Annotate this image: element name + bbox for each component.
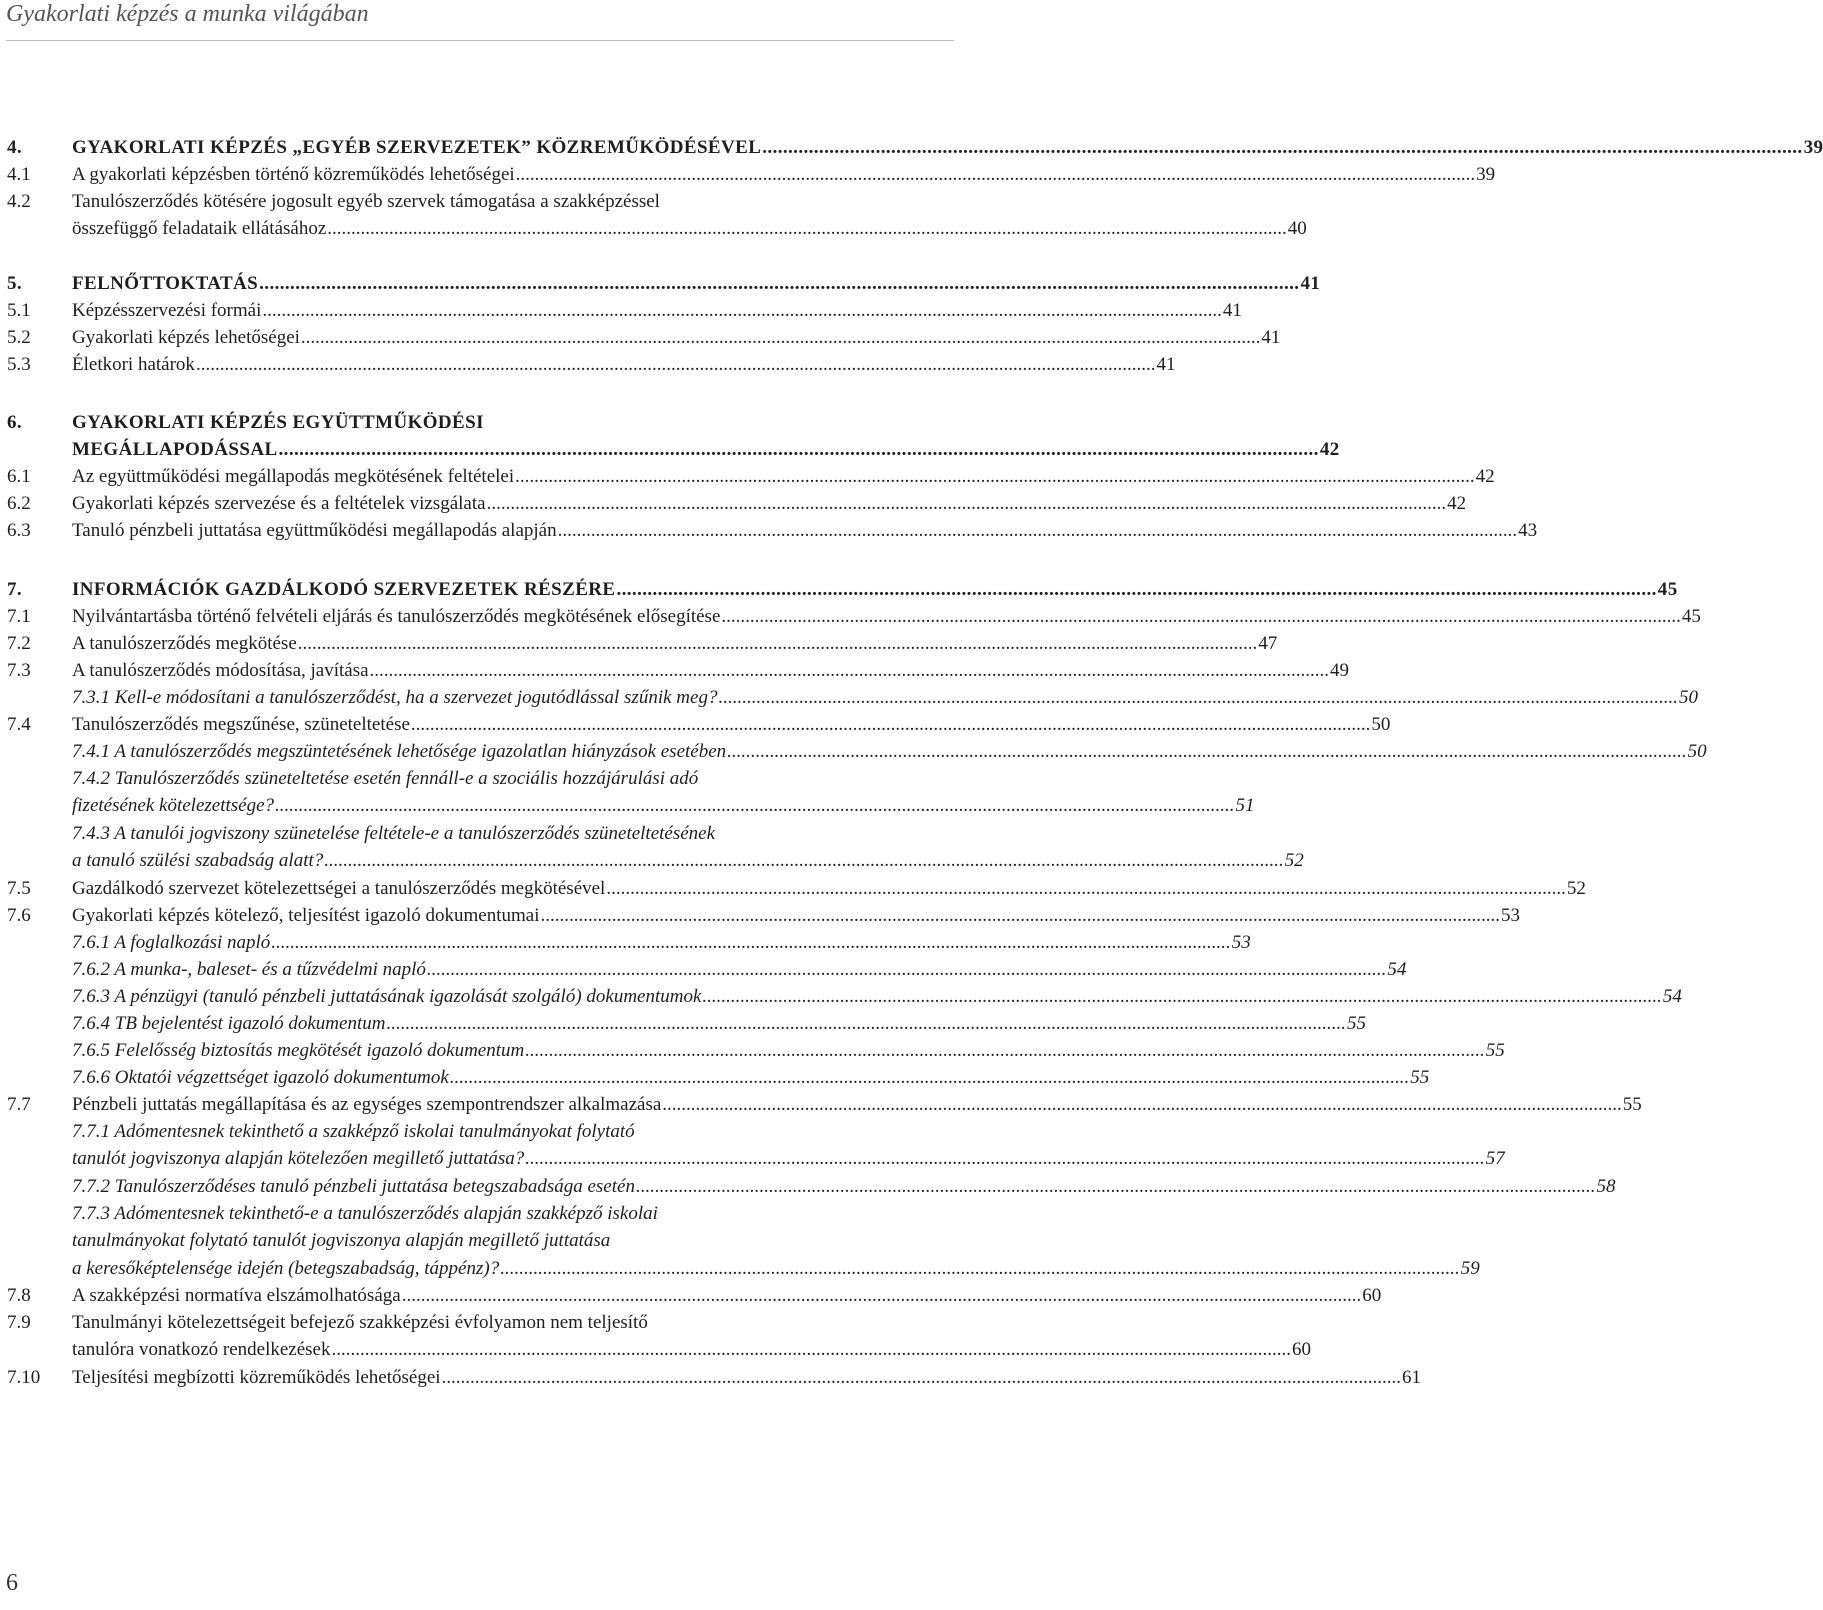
toc-entry-page: 59 xyxy=(1460,1257,1480,1279)
toc-entry-page: 42 xyxy=(1447,493,1467,514)
toc-entry-title: Gyakorlati képzés kötelező, teljesítést igazoló dokumentumai xyxy=(72,905,540,926)
toc-entry-title: Gyakorlati képzés lehetőségei xyxy=(72,327,300,348)
toc-entry-number: 7.3 xyxy=(7,660,31,681)
toc-entry-title: A szakképzési normatíva elszámolhatósága xyxy=(72,1285,401,1306)
dot-leader: .......................................................................................................................................................................................................... xyxy=(386,1013,1346,1034)
toc-entry-page: 50 xyxy=(1687,741,1707,762)
toc-entry-number: 7.5 xyxy=(7,878,31,899)
toc-entry-page: 39 xyxy=(1803,137,1823,158)
dot-leader: .......................................................................................................................................................................................................... xyxy=(718,687,1678,708)
toc-entry-number: 4.2 xyxy=(7,191,31,212)
running-header xyxy=(6,0,954,41)
toc-entry-title: Nyilvántartásba történő felvételi eljárás és tanulószerződés megkötésének elősegítése xyxy=(72,606,721,627)
dot-leader: .......................................................................................................................................................................................................... xyxy=(331,1339,1291,1361)
toc-entry-page: 57 xyxy=(1485,1148,1505,1170)
page-number: 6 xyxy=(6,1570,18,1596)
toc-entry-number: 7.9 xyxy=(7,1312,31,1333)
toc-entry-page: 52 xyxy=(1566,878,1586,899)
toc-entry-number: 7. xyxy=(7,579,23,600)
toc-entry-title: a tanuló szülési szabadság alatt? xyxy=(72,850,324,872)
toc-entry-title: A tanulószerződés megkötése xyxy=(72,633,297,654)
toc-entry-title: 7.6.4 TB bejelentést igazoló dokumentum xyxy=(72,1013,386,1034)
toc-entry-page: 41 xyxy=(1156,354,1176,375)
toc-entry-title: tanulót jogviszonya alapján kötelezően megillető juttatása? xyxy=(72,1148,525,1170)
toc-entry-page: 49 xyxy=(1330,660,1350,681)
toc-entry-title: MEGÁLLAPODÁSSAL xyxy=(72,439,278,461)
toc-entry-number: 6.1 xyxy=(7,466,31,487)
toc-entry-title: összefüggő feladataik ellátásához xyxy=(72,218,327,240)
toc-entry-page: 40 xyxy=(1287,218,1307,240)
toc-entry-title: 7.6.3 A pénzügyi (tanuló pénzbeli juttatásának igazolását szolgáló) dokumentumok xyxy=(72,986,702,1007)
toc-entry-title: Gazdálkodó szervezet kötelezettségei a tanulószerződés megkötésével xyxy=(72,878,606,899)
toc-entry-page: 53 xyxy=(1500,905,1520,926)
toc-entry-page: 54 xyxy=(1662,986,1682,1007)
toc-entry-page: 42 xyxy=(1475,466,1495,487)
dot-leader: .......................................................................................................................................................................................................... xyxy=(515,164,1476,185)
dot-leader: .......................................................................................................................................................................................................... xyxy=(540,905,1500,926)
toc-entry-page: 53 xyxy=(1231,932,1251,953)
toc-entry-page: 55 xyxy=(1346,1013,1366,1034)
dot-leader: .......................................................................................................................................................................................................... xyxy=(557,520,1518,541)
dot-leader: .......................................................................................................................................................................................................... xyxy=(195,354,1156,375)
toc-entry-title: tanulóra vonatkozó rendelkezések xyxy=(72,1339,331,1361)
dot-leader: .......................................................................................................................................................................................................... xyxy=(262,300,1222,321)
dot-leader: .......................................................................................................................................................................................................... xyxy=(515,466,1475,487)
toc-entry-number: 6.3 xyxy=(7,520,31,541)
dot-leader: .......................................................................................................................................................................................................... xyxy=(500,1257,1460,1279)
dot-leader: .......................................................................................................................................................................................................... xyxy=(327,218,1287,240)
dot-leader: .......................................................................................................................................................................................................... xyxy=(702,986,1662,1007)
dot-leader: .......................................................................................................................................................................................................... xyxy=(426,959,1387,980)
toc-entry-title: A gyakorlati képzésben történő közreműködés lehetőségei xyxy=(72,164,515,185)
toc-entry-page: 54 xyxy=(1387,959,1407,980)
toc-entry-page: 39 xyxy=(1476,164,1496,185)
dot-leader: .......................................................................................................................................................................................................... xyxy=(762,137,1803,158)
toc-entry-page: 55 xyxy=(1410,1067,1430,1088)
toc-entry-page: 41 xyxy=(1261,327,1281,348)
toc-entry-page: 50 xyxy=(1678,687,1698,708)
toc-entry-title: 7.3.1 Kell-e módosítani a tanulószerződést, ha a szervezet jogutódlással szűnik meg? xyxy=(72,687,718,708)
toc-entry-number: 7.6 xyxy=(7,905,31,926)
toc-entry-title: 7.4.1 A tanulószerződés megszüntetésének lehetősége igazolatlan hiányzások esetében xyxy=(72,741,727,762)
toc-entry-title-line: 7.7.3 Adómentesnek tekinthető-e a tanulószerződés alapján szakképző iskolai xyxy=(72,1203,658,1224)
dot-leader: .......................................................................................................................................................................................................... xyxy=(297,633,1258,654)
toc-entry-number: 7.4 xyxy=(7,714,31,735)
toc-entry-page: 47 xyxy=(1258,633,1278,654)
toc-entry-title: fizetésének kötelezettsége? xyxy=(72,795,275,817)
toc-entry-title-line: Tanulmányi kötelezettségeit befejező szakképzési évfolyamon nem teljesítő xyxy=(72,1312,648,1333)
toc-entry-title: 7.6.6 Oktatói végzettséget igazoló dokumentumok xyxy=(72,1067,449,1088)
dot-leader: .......................................................................................................................................................................................................... xyxy=(410,714,1371,735)
toc-entry-number: 5.3 xyxy=(7,354,31,375)
toc-entry-number: 5.1 xyxy=(7,300,31,321)
toc-entry-number: 6.2 xyxy=(7,493,31,514)
dot-leader: .......................................................................................................................................................................................................... xyxy=(300,327,1261,348)
toc-entry-number: 7.7 xyxy=(7,1094,31,1115)
toc-entry-number: 7.8 xyxy=(7,1285,31,1306)
toc-entry-page: 55 xyxy=(1485,1040,1505,1061)
dot-leader: .......................................................................................................................................................................................................... xyxy=(525,1148,1485,1170)
toc-entry-title: Gyakorlati képzés szervezése és a feltételek vizsgálata xyxy=(72,493,486,514)
toc-entry-number: 4.1 xyxy=(7,164,31,185)
dot-leader: .......................................................................................................................................................................................................... xyxy=(369,660,1330,681)
dot-leader: .......................................................................................................................................................................................................... xyxy=(606,878,1566,899)
toc-entry-title: 7.6.5 Felelősség biztosítás megkötését igazoló dokumentum xyxy=(72,1040,525,1061)
toc-entry-title: Az együttműködési megállapodás megkötésének feltételei xyxy=(72,466,515,487)
toc-entry-title-line: Tanulószerződés kötésére jogosult egyéb szervek támogatása a szakképzéssel xyxy=(72,191,660,212)
toc-entry-page: 45 xyxy=(1657,579,1678,600)
dot-leader: .......................................................................................................................................................................................................... xyxy=(278,439,1319,461)
dot-leader: .......................................................................................................................................................................................................... xyxy=(721,606,1681,627)
toc-entry-title-line: 7.7.1 Adómentesnek tekinthető a szakképző iskolai tanulmányokat folytató xyxy=(72,1121,635,1142)
toc-entry-page: 42 xyxy=(1319,439,1340,461)
dot-leader: .......................................................................................................................................................................................................... xyxy=(727,741,1687,762)
toc-entry-number: 7.2 xyxy=(7,633,31,654)
dot-leader: .......................................................................................................................................................................................................... xyxy=(441,1367,1402,1388)
toc-entry-title-line: 7.4.2 Tanulószerződés szüneteltetése esetén fennáll-e a szociális hozzájárulási adó xyxy=(72,768,699,789)
toc-entry-title: Tanulószerződés megszűnése, szüneteltetése xyxy=(72,714,410,735)
toc-entry-title: FELNŐTTOKTATÁS xyxy=(72,273,259,294)
dot-leader: .......................................................................................................................................................................................................... xyxy=(324,850,1284,872)
toc-entry-page: 45 xyxy=(1681,606,1701,627)
toc-entry-number: 7.10 xyxy=(7,1367,41,1388)
dot-leader: .......................................................................................................................................................................................................... xyxy=(401,1285,1362,1306)
toc-entry-title-line: tanulmányokat folytató tanulót jogviszonya alapján megillető juttatása xyxy=(72,1230,611,1252)
toc-entry-title: A tanulószerződés módosítása, javítása xyxy=(72,660,369,681)
dot-leader: .......................................................................................................................................................................................................... xyxy=(662,1094,1622,1115)
toc-entry-title: INFORMÁCIÓK GAZDÁLKODÓ SZERVEZETEK RÉSZÉRE xyxy=(72,579,616,600)
toc-entry-page: 60 xyxy=(1362,1285,1382,1306)
toc-entry-title: a keresőképtelensége idején (betegszabadság, táppénz)? xyxy=(72,1257,500,1279)
toc-entry-number: 4. xyxy=(7,137,23,158)
toc-entry-title: Életkori határok xyxy=(72,354,195,375)
dot-leader: .......................................................................................................................................................................................................... xyxy=(486,493,1447,514)
toc-entry-page: 50 xyxy=(1371,714,1391,735)
toc-entry-number: 7.1 xyxy=(7,606,31,627)
toc-entry-number: 5. xyxy=(7,273,23,294)
dot-leader: .......................................................................................................................................................................................................... xyxy=(635,1176,1596,1197)
toc-entry-page: 55 xyxy=(1622,1094,1642,1115)
toc-entry-title-line: 7.4.3 A tanulói jogviszony szünetelése feltétele-e a tanulószerződés szüneteltetésének xyxy=(72,823,716,844)
dot-leader: .......................................................................................................................................................................................................... xyxy=(275,795,1235,817)
toc-entry-page: 41 xyxy=(1300,273,1321,294)
toc-entry-title: GYAKORLATI KÉPZÉS „EGYÉB SZERVEZETEK” KÖZREMŰKÖDÉSÉVEL xyxy=(72,137,762,158)
toc-entry-title: Pénzbeli juttatás megállapítása és az egységes szempontrendszer alkalmazása xyxy=(72,1094,662,1115)
toc-entry-page: 60 xyxy=(1292,1339,1311,1361)
toc-entry-title: Képzésszervezési formái xyxy=(72,300,262,321)
toc-entry-title: Teljesítési megbízotti közreműködés lehetőségei xyxy=(72,1367,441,1388)
dot-leader: .......................................................................................................................................................................................................... xyxy=(525,1040,1485,1061)
dot-leader: .......................................................................................................................................................................................................... xyxy=(271,932,1231,953)
toc-entry-number: 6. xyxy=(7,412,23,433)
toc-entry-title: 7.7.2 Tanulószerződéses tanuló pénzbeli juttatása betegszabadsága esetén xyxy=(72,1176,635,1197)
dot-leader: .......................................................................................................................................................................................................... xyxy=(449,1067,1410,1088)
toc-entry-page: 58 xyxy=(1596,1176,1616,1197)
toc-entry-page: 43 xyxy=(1518,520,1538,541)
toc-entry-title-line: GYAKORLATI KÉPZÉS EGYÜTTMŰKÖDÉSI xyxy=(72,412,484,433)
toc-entry-title: Tanuló pénzbeli juttatása együttműködési megállapodás alapján xyxy=(72,520,557,541)
toc-entry-page: 51 xyxy=(1235,795,1255,817)
toc-entry-number: 5.2 xyxy=(7,327,31,348)
toc-entry-title: 7.6.2 A munka-, baleset- és a tűzvédelmi napló xyxy=(72,959,426,980)
toc-entry-title: 7.6.1 A foglalkozási napló xyxy=(72,932,271,953)
running-header-title: Gyakorlati képzés a munka világában xyxy=(6,1,369,27)
dot-leader: .......................................................................................................................................................................................................... xyxy=(259,273,1300,294)
toc-entry-page: 41 xyxy=(1222,300,1242,321)
toc-entry-page: 52 xyxy=(1284,850,1304,872)
toc-entry-page: 61 xyxy=(1402,1367,1422,1388)
dot-leader: .......................................................................................................................................................................................................... xyxy=(616,579,1657,600)
